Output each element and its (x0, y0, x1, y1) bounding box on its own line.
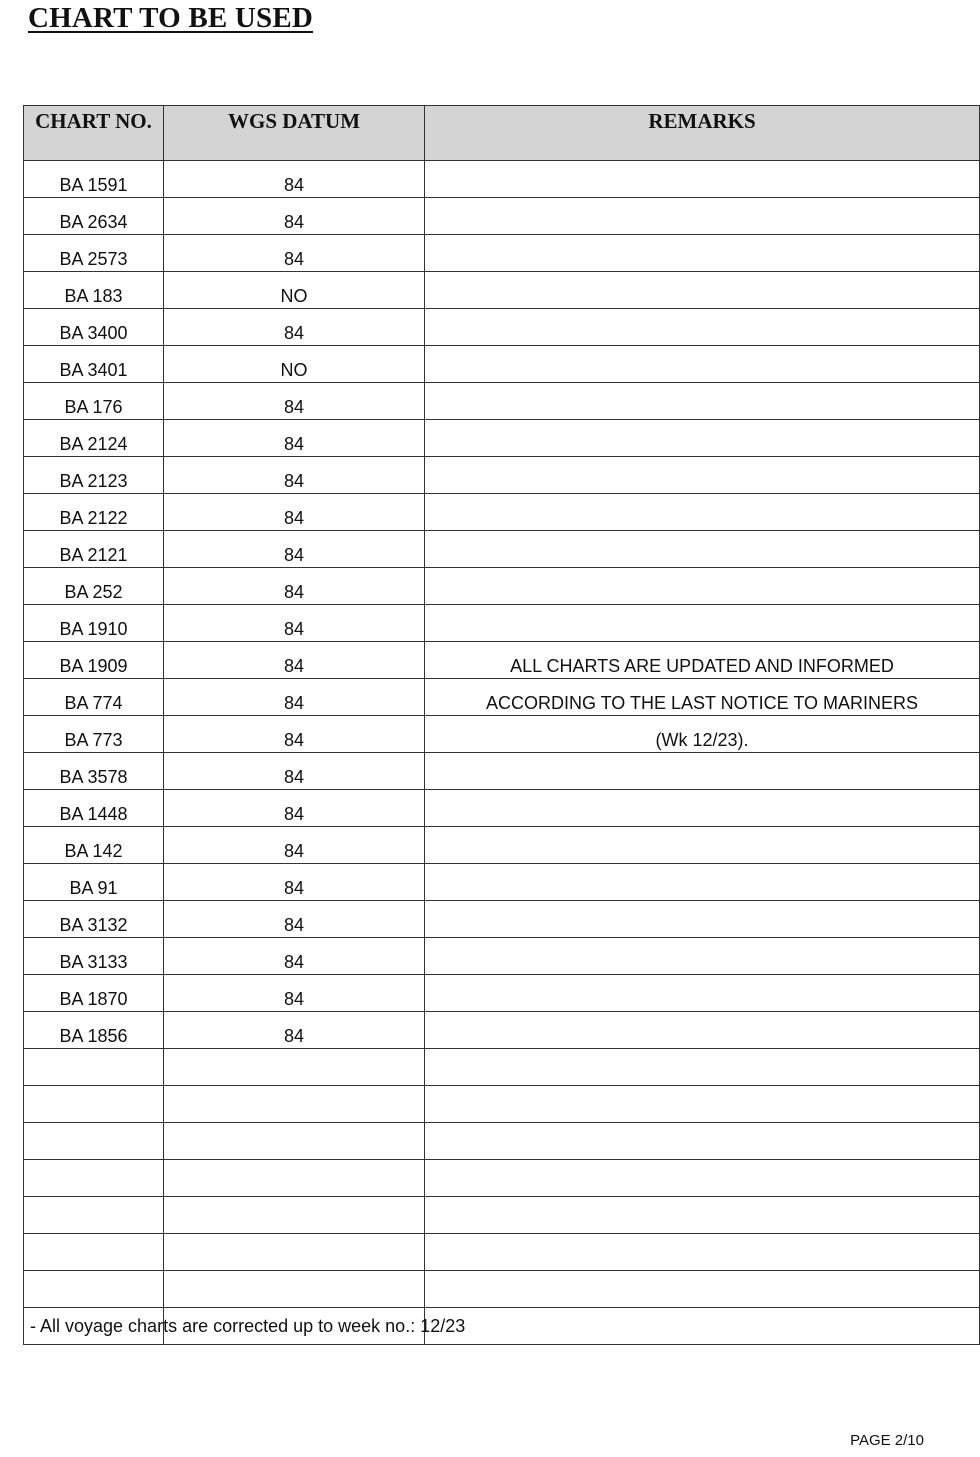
chart-no-cell: BA 3400 (24, 309, 164, 346)
table-row (24, 1271, 980, 1308)
table-row (24, 420, 980, 457)
chart-no-cell: BA 176 (24, 383, 164, 420)
wgs-datum-cell: 84 (164, 235, 425, 272)
table-row (24, 827, 980, 864)
table-row (24, 864, 980, 901)
table-row (24, 679, 980, 716)
chart-no-cell: BA 1870 (24, 975, 164, 1012)
charts-table (23, 105, 980, 1345)
chart-no-cell: BA 252 (24, 568, 164, 605)
remarks-cell (425, 938, 980, 975)
remarks-cell (425, 235, 980, 272)
remarks-cell (425, 494, 980, 531)
table-row (24, 605, 980, 642)
table-row (24, 1197, 980, 1234)
wgs-datum-cell: 84 (164, 161, 425, 198)
remarks-cell (425, 1086, 980, 1123)
wgs-datum-cell: 84 (164, 901, 425, 938)
table-row (24, 716, 980, 753)
table-row (24, 457, 980, 494)
table-body (24, 161, 980, 1345)
wgs-datum-cell: NO (164, 272, 425, 309)
remarks-cell (425, 605, 980, 642)
remarks-cell (425, 1271, 980, 1308)
chart-no-cell: BA 1591 (24, 161, 164, 198)
remarks-cell (425, 1123, 980, 1160)
table-row (24, 790, 980, 827)
wgs-datum-cell: 84 (164, 790, 425, 827)
remarks-cell (425, 568, 980, 605)
chart-no-cell (24, 1271, 164, 1308)
wgs-datum-cell (164, 1123, 425, 1160)
wgs-datum-cell: 84 (164, 679, 425, 716)
remarks-cell: ALL CHARTS ARE UPDATED AND INFORMED (425, 642, 980, 679)
wgs-datum-cell: 84 (164, 864, 425, 901)
wgs-datum-cell: 84 (164, 975, 425, 1012)
chart-no-cell: BA 183 (24, 272, 164, 309)
wgs-datum-cell: 84 (164, 309, 425, 346)
wgs-datum-cell: 84 (164, 1012, 425, 1049)
wgs-datum-cell: 84 (164, 420, 425, 457)
remarks-cell (425, 1049, 980, 1086)
chart-no-cell: BA 2124 (24, 420, 164, 457)
table-row (24, 753, 980, 790)
remarks-cell (425, 827, 980, 864)
table-row (24, 235, 980, 272)
chart-no-cell: BA 3401 (24, 346, 164, 383)
remarks-cell (425, 864, 980, 901)
remarks-cell (425, 1197, 980, 1234)
chart-no-cell: BA 1856 (24, 1012, 164, 1049)
wgs-datum-cell (164, 1234, 425, 1271)
table-row (24, 531, 980, 568)
chart-no-cell: BA 2122 (24, 494, 164, 531)
chart-no-cell: BA 3578 (24, 753, 164, 790)
remarks-cell (425, 975, 980, 1012)
remarks-cell (425, 1234, 980, 1271)
table-row (24, 568, 980, 605)
correction-footnote: - All voyage charts are corrected up to week no.: 12/23 (30, 1316, 466, 1336)
remarks-cell (425, 161, 980, 198)
wgs-datum-cell: 84 (164, 568, 425, 605)
chart-no-cell: BA 2123 (24, 457, 164, 494)
wgs-datum-cell: 84 (164, 531, 425, 568)
wgs-datum-cell: 84 (164, 716, 425, 753)
chart-no-cell: BA 1448 (24, 790, 164, 827)
header-chart-no: CHART NO. (24, 106, 164, 161)
table-row (24, 272, 980, 309)
remarks-cell (425, 1308, 980, 1345)
remarks-cell (425, 346, 980, 383)
chart-no-cell: BA 3132 (24, 901, 164, 938)
chart-no-cell: BA 3133 (24, 938, 164, 975)
wgs-datum-cell: 84 (164, 494, 425, 531)
wgs-datum-cell: 84 (164, 642, 425, 679)
table-row (24, 938, 980, 975)
remarks-cell (425, 1012, 980, 1049)
chart-no-cell: BA 91 (24, 864, 164, 901)
header-remarks: REMARKS (425, 106, 980, 161)
remarks-cell (425, 531, 980, 568)
table-row (24, 1234, 980, 1271)
remarks-cell (425, 901, 980, 938)
table-row (24, 642, 980, 679)
chart-no-cell: BA 142 (24, 827, 164, 864)
chart-no-cell: BA 774 (24, 679, 164, 716)
table-row (24, 383, 980, 420)
chart-no-cell (24, 1086, 164, 1123)
chart-no-cell: BA 773 (24, 716, 164, 753)
wgs-datum-cell (164, 1049, 425, 1086)
chart-no-cell (24, 1234, 164, 1271)
wgs-datum-cell (164, 1271, 425, 1308)
page-number: PAGE 2/10 (850, 1432, 924, 1449)
table-row (24, 161, 980, 198)
table-row (24, 1012, 980, 1049)
wgs-datum-cell: 84 (164, 457, 425, 494)
wgs-datum-cell: 84 (164, 605, 425, 642)
table-row (24, 1049, 980, 1086)
wgs-datum-cell (164, 1086, 425, 1123)
remarks-cell (425, 1160, 980, 1197)
wgs-datum-cell: NO (164, 346, 425, 383)
table-row (24, 198, 980, 235)
wgs-datum-cell (164, 1160, 425, 1197)
table-row (24, 901, 980, 938)
remarks-cell (425, 790, 980, 827)
wgs-datum-cell: 84 (164, 827, 425, 864)
chart-no-cell: BA 2121 (24, 531, 164, 568)
table-row (24, 975, 980, 1012)
table-row (24, 494, 980, 531)
table-row (24, 309, 980, 346)
wgs-datum-cell: 84 (164, 198, 425, 235)
remarks-cell: ACCORDING TO THE LAST NOTICE TO MARINERS (425, 679, 980, 716)
table-row (24, 1160, 980, 1197)
table-row (24, 1123, 980, 1160)
table-row (24, 1086, 980, 1123)
chart-no-cell: BA 2634 (24, 198, 164, 235)
chart-no-cell: BA 1909 (24, 642, 164, 679)
chart-no-cell (24, 1160, 164, 1197)
remarks-cell (425, 383, 980, 420)
header-wgs-datum: WGS DATUM (164, 106, 425, 161)
chart-no-cell: BA 1910 (24, 605, 164, 642)
table-header-row (24, 106, 980, 161)
page-title: CHART TO BE USED (28, 2, 314, 34)
remarks-cell (425, 753, 980, 790)
chart-no-cell (24, 1197, 164, 1234)
wgs-datum-cell (164, 1197, 425, 1234)
wgs-datum-cell: 84 (164, 938, 425, 975)
remarks-cell (425, 420, 980, 457)
remarks-cell (425, 457, 980, 494)
wgs-datum-cell: 84 (164, 383, 425, 420)
chart-no-cell: BA 2573 (24, 235, 164, 272)
remarks-cell (425, 198, 980, 235)
chart-no-cell (24, 1049, 164, 1086)
remarks-cell (425, 272, 980, 309)
remarks-cell (425, 309, 980, 346)
remarks-cell: (Wk 12/23). (425, 716, 980, 753)
table-row (24, 346, 980, 383)
chart-no-cell (24, 1123, 164, 1160)
wgs-datum-cell: 84 (164, 753, 425, 790)
